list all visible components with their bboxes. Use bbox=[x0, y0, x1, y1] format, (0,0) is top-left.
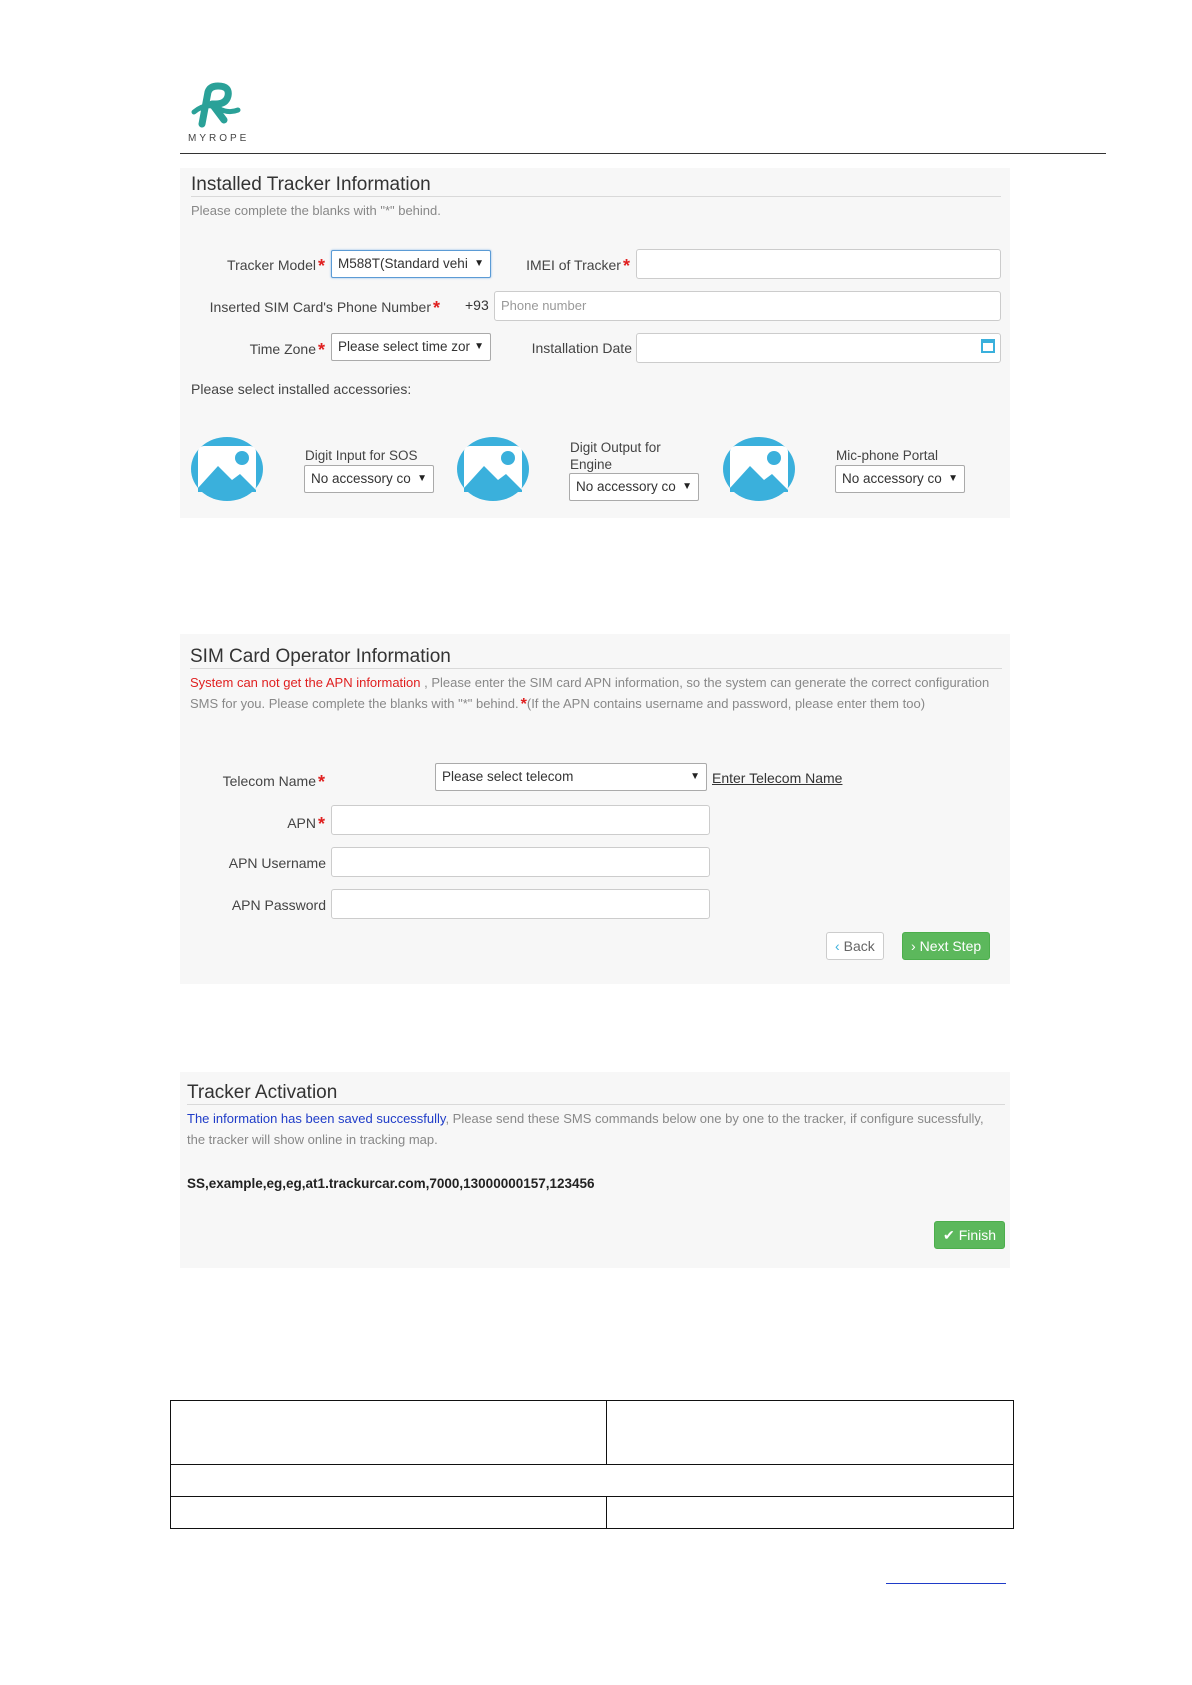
accessories-prompt: Please select installed accessories: bbox=[191, 381, 412, 397]
sms-command: SS,example,eg,eg,at1.trackurcar.com,7000,13000000157,123456 bbox=[187, 1176, 595, 1191]
chevron-left-icon: ‹ bbox=[835, 938, 840, 954]
imei-label: IMEI of Tracker * bbox=[526, 256, 630, 276]
table-row bbox=[171, 1401, 1014, 1465]
dropdown-arrow-icon: ▼ bbox=[682, 481, 692, 492]
accessory-select-engine[interactable]: No accessory co ▼ bbox=[569, 473, 699, 501]
tracker-info-hint: Please complete the blanks with "*" behind. bbox=[191, 203, 441, 218]
table-cell bbox=[171, 1401, 607, 1465]
accessory-label-engine: Digit Output for Engine bbox=[570, 440, 661, 472]
saved-success-text: The information has been saved successfully bbox=[187, 1111, 446, 1126]
apn-username-input[interactable] bbox=[331, 847, 710, 877]
dropdown-arrow-icon: ▼ bbox=[948, 473, 958, 484]
brand-logo bbox=[188, 80, 248, 135]
table-cell bbox=[171, 1465, 1014, 1497]
apn-username-label: APN Username bbox=[228, 855, 326, 871]
imei-input[interactable] bbox=[636, 249, 1001, 279]
next-step-button[interactable]: › Next Step bbox=[902, 932, 990, 960]
accessory-image-icon bbox=[722, 436, 796, 507]
telecom-label: Telecom Name * bbox=[222, 772, 325, 792]
table-cell bbox=[607, 1401, 1014, 1465]
accessory-image-icon bbox=[190, 436, 264, 507]
installation-date-input[interactable] bbox=[636, 333, 1001, 363]
apn-label: APN * bbox=[287, 814, 325, 834]
accessory-select-mic[interactable]: No accessory co ▼ bbox=[835, 465, 965, 493]
dropdown-arrow-icon: ▼ bbox=[690, 771, 700, 782]
finish-button[interactable]: ✔ Finish bbox=[934, 1221, 1005, 1249]
table-cell bbox=[171, 1497, 607, 1529]
table-row bbox=[171, 1497, 1014, 1529]
installation-date-label: Installation Date bbox=[531, 340, 632, 356]
apn-error-text: System can not get the APN information bbox=[190, 675, 421, 690]
checkmark-icon: ✔ bbox=[943, 1227, 955, 1243]
time-zone-select[interactable]: Please select time zor ▼ bbox=[331, 333, 491, 361]
apn-input[interactable] bbox=[331, 805, 710, 835]
tracker-info-title: Installed Tracker Information bbox=[191, 174, 431, 195]
chevron-right-icon: › bbox=[911, 938, 916, 954]
apn-password-label: APN Password bbox=[231, 897, 326, 913]
accessory-image-icon bbox=[456, 436, 530, 507]
time-zone-label: Time Zone * bbox=[249, 340, 325, 360]
footer-link-underline[interactable] bbox=[886, 1583, 1006, 1584]
activation-hint: The information has been saved successfully, Please send these SMS commands below one by one to the tracker, if configure sucessfully, the tracker will show online in tracking map. bbox=[187, 1111, 984, 1147]
dropdown-arrow-icon: ▼ bbox=[417, 473, 427, 484]
phone-number-input[interactable]: Phone number bbox=[494, 291, 1001, 321]
header-divider bbox=[180, 153, 1106, 154]
table-cell bbox=[607, 1497, 1014, 1529]
activation-title: Tracker Activation bbox=[187, 1082, 338, 1103]
myrope-logo-icon bbox=[188, 80, 248, 130]
sim-phone-label: Inserted SIM Card's Phone Number * bbox=[209, 298, 440, 318]
accessory-select-sos[interactable]: No accessory co ▼ bbox=[304, 465, 434, 493]
sim-operator-title: SIM Card Operator Information bbox=[190, 646, 451, 667]
tracker-info-title-rule bbox=[191, 196, 1001, 197]
accessory-label-mic: Mic-phone Portal bbox=[836, 448, 939, 463]
calendar-icon[interactable] bbox=[981, 339, 995, 353]
country-code: +93 bbox=[465, 297, 489, 313]
telecom-select[interactable]: Please select telecom ▼ bbox=[435, 763, 707, 791]
table-row bbox=[171, 1465, 1014, 1497]
back-button[interactable]: ‹ Back bbox=[826, 932, 884, 960]
tracker-model-select[interactable]: M588T(Standard vehi ▼ bbox=[331, 250, 491, 278]
accessory-label-sos: Digit Input for SOS bbox=[305, 448, 418, 463]
apn-password-input[interactable] bbox=[331, 889, 710, 919]
activation-title-rule bbox=[187, 1104, 1005, 1105]
dropdown-arrow-icon: ▼ bbox=[474, 341, 484, 352]
tracker-model-label: Tracker Model * bbox=[227, 256, 325, 276]
brand-name: MYROPE bbox=[188, 133, 250, 144]
sim-operator-title-rule bbox=[190, 668, 1002, 669]
empty-document-table bbox=[170, 1400, 1014, 1529]
enter-telecom-link[interactable]: Enter Telecom Name bbox=[712, 770, 843, 786]
sim-operator-hint: System can not get the APN information , Please enter the SIM card APN information, so the system can generate the correct configuration SMS for you. Please complete the blanks with "*" behind. *(If the APN contains username and password, please enter them too) bbox=[190, 675, 990, 713]
dropdown-arrow-icon: ▼ bbox=[474, 258, 484, 269]
